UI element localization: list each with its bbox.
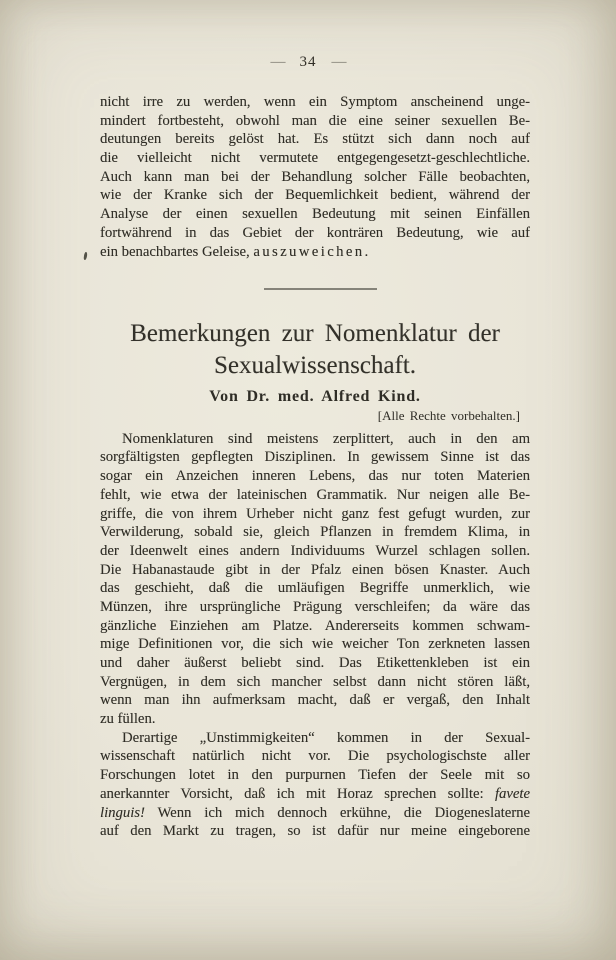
text-line: sogar ein Anzeichen inneren Lebens, das nur toten Materien [100,468,530,485]
text-line: gänzliche Einziehen am Platze. Andererseits kommen schwam- [100,617,530,634]
paragraph-nomenklaturen [100,430,530,729]
text-run: anerkannter Vorsicht, daß ich mit Horaz sprechen sollte: [100,785,495,802]
text-line: fortwährend in das Gebiet der konträren Bedeutung, wie auf [100,224,530,241]
text-line: Nomenklaturen sind meistens zerplittert, auch in den am [122,430,530,447]
text-line: wissenschaft natürlich nicht vor. Die psychologischste aller [100,748,530,765]
article-title-line1: Bemerkungen zur Nomenklatur der [130,319,500,347]
text-line [100,785,530,804]
text-run: ein benachbartes Geleise, [100,243,254,260]
text-line [100,243,530,262]
page-number-value: 34 [299,54,317,70]
ink-speck [83,252,87,260]
text-line: Derartige „Unstimmigkeiten“ kommen in der Sexual- [122,729,530,746]
text-line: fehlt, wie etwa der lateinischen Grammatik. Nur neigen alle Be- [100,486,530,503]
text-line: wenn man ihn aufmerksam macht, daß er vergaß, den Inhalt [100,692,530,709]
article-byline: Von Dr. med. Alfred Kind. [209,387,421,405]
rights-notice: [Alle Rechte vorbehalten.] [377,407,520,423]
text-line: deutungen bereits gelöst hat. Es stützt sich dann noch auf [100,131,530,148]
text-line: die vielleicht nicht vermutete entgegengesetzt-geschlechtliche. [100,150,530,167]
text-line: mige Definitionen vor, die sich wie weicher Ton zerkneten lassen [100,636,530,653]
text-line: sorgfältigsten gepflegten Disziplinen. In gewissem Sinne ist das [100,449,530,466]
text-line: griffe, die von ihrem Urheber nicht ganz fest gefugt wurden, zur [100,505,530,522]
text-run: Wenn ich mich dennoch erkühne, die Diogeneslaterne [144,804,530,821]
article-title-line2: Sexualwissenschaft. [213,351,417,379]
intro-paragraph [100,93,530,261]
text-line: nicht irre zu werden, wenn ein Symptom anscheinend unge- [100,94,530,110]
page-number-dash-right: — [331,54,346,70]
text-line: Vergnügen, in dem sich mancher selbst dann nicht stören läßt, [100,673,530,690]
text-line [100,804,530,823]
text-line: auf den Markt zu tragen, so ist dafür nur meine eingeborene [100,823,530,840]
text-block [100,0,530,841]
text-line: Forschungen lotet in den purpurnen Tiefen der Seele mit so [100,767,530,784]
section-divider-rule [264,288,377,290]
text-line: und daher äußerst beliebt sind. Das Etikettenkleben ist ein [100,655,530,672]
paragraph-derartige [100,729,530,841]
text-line: zu füllen. [100,711,156,728]
page-number-dash-left: — [270,54,285,70]
text-line: mindert fortbesteht, obwohl man die eine seiner sexuellen Be- [100,112,530,129]
article-title [100,318,530,382]
text-line: das geschieht, daß die umläufigen Begriffe unmerklich, wie [100,580,530,597]
text-line: wie der Kranke sich der Bequemlichkeit bedient, während der [100,187,530,204]
text-line: Die Habanastaude gibt in der Pfalz einen bösen Knaster. Auch [100,561,530,578]
text-line: Münzen, ihre ursprüngliche Prägung verschleifen; da wäre das [100,598,530,615]
text-line: Verwilderung, sobald sie, gleich Pflanzen in fremdem Klima, in [100,524,530,541]
text-line: Auch kann man bei der Behandlung solcher Fälle beobachten, [100,168,530,185]
letterspaced-word: auszuweichen. [253,243,371,260]
text-line: der Ideenwelt eines andern Individuums Wurzel schlagen sollen. [100,542,530,559]
latin-phrase: favete [494,785,530,802]
text-line: Analyse der einen sexuellen Bedeutung mit seinen Einfällen [100,206,530,223]
latin-phrase: linguis! [100,804,145,821]
